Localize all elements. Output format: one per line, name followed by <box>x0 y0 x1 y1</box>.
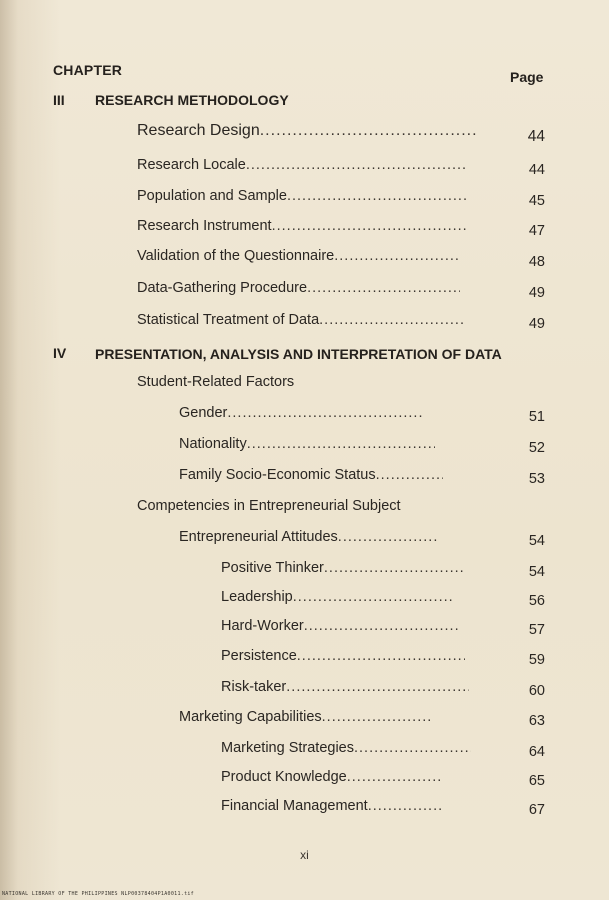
toc-page-number: 49 <box>528 316 545 332</box>
dot-leader <box>287 188 469 204</box>
dot-leader <box>247 436 435 452</box>
chapter-number: III <box>53 92 65 108</box>
toc-entry <box>221 618 459 638</box>
dot-leader <box>324 560 465 576</box>
toc-entry <box>137 188 469 208</box>
toc-entry <box>137 312 463 332</box>
dot-leader <box>246 157 465 173</box>
toc-page-number: 48 <box>528 254 545 270</box>
toc-entry <box>179 529 439 549</box>
toc-entry <box>179 709 431 729</box>
chapter-column-heading: CHAPTER <box>53 62 123 78</box>
toc-entry-label: Marketing Capabilities <box>179 709 322 725</box>
toc-page-number: 57 <box>528 622 545 638</box>
toc-entry-label: Leadership <box>221 589 293 605</box>
toc-page-number: 44 <box>528 162 545 178</box>
toc-entry-label: Positive Thinker <box>221 560 324 576</box>
toc-entry <box>221 740 471 760</box>
toc-entry <box>221 560 465 580</box>
toc-entry-label: Statistical Treatment of Data <box>137 312 320 328</box>
dot-leader <box>293 589 453 605</box>
dot-leader <box>347 769 441 785</box>
dot-leader <box>376 467 443 483</box>
toc-entry-label: Financial Management <box>221 798 368 814</box>
toc-page-number: 56 <box>528 593 545 609</box>
toc-entry-label: Gender <box>179 405 228 421</box>
toc-entry-label: Research Design <box>137 122 260 139</box>
dot-leader <box>304 618 459 634</box>
dot-leader <box>260 122 477 140</box>
dot-leader <box>227 405 423 421</box>
toc-entry <box>137 122 477 142</box>
toc-entry-label: Risk-taker <box>221 679 287 695</box>
toc-entry <box>221 679 469 699</box>
toc-page-number: 60 <box>528 683 545 699</box>
dot-leader <box>334 248 459 264</box>
chapter-number: IV <box>53 345 67 361</box>
toc-page-number: 65 <box>528 773 545 789</box>
toc-page-number: 54 <box>528 564 545 580</box>
chapter-title: PRESENTATION, ANALYSIS AND INTERPRETATION OF DATA <box>95 346 502 362</box>
toc-entry-label: Hard-Worker <box>221 618 304 634</box>
toc-page-number: 59 <box>528 652 545 668</box>
toc-page-number: 47 <box>528 223 545 239</box>
toc-section-heading: Student-Related Factors <box>137 374 295 390</box>
toc-page-number: 64 <box>528 744 545 760</box>
toc-entry-label: Product Knowledge <box>221 769 347 785</box>
toc-entry-label: Family Socio-Economic Status <box>179 467 376 483</box>
toc-entry-label: Research Locale <box>137 157 246 173</box>
toc-page-number: 67 <box>528 802 545 818</box>
dot-leader <box>307 280 460 296</box>
dot-leader <box>368 798 443 814</box>
dot-leader <box>272 218 467 234</box>
dot-leader <box>319 312 463 328</box>
toc-page-number: 54 <box>528 533 545 549</box>
page-folio: xi <box>300 848 309 862</box>
toc-entry <box>221 589 453 609</box>
dot-leader <box>297 648 465 664</box>
toc-entry-label: Nationality <box>179 436 247 452</box>
toc-page-number: 44 <box>527 128 545 145</box>
toc-entry <box>179 436 435 456</box>
toc-entry <box>137 218 467 238</box>
scan-footer-stamp: NATIONAL LIBRARY OF THE PHILIPPINES NLP00378404P1A0011.tif <box>2 891 194 897</box>
toc-entry <box>221 798 443 818</box>
toc-entry <box>137 280 460 300</box>
dot-leader <box>322 709 431 725</box>
toc-entry-label: Research Instrument <box>137 218 272 234</box>
dot-leader <box>354 740 471 756</box>
toc-entry-label: Data-Gathering Procedure <box>137 280 308 296</box>
toc-page-number: 49 <box>528 285 545 301</box>
toc-page-number: 51 <box>528 409 545 425</box>
toc-entry-label: Validation of the Questionnaire <box>137 248 335 264</box>
toc-entry <box>137 248 459 268</box>
toc-entry <box>179 405 423 425</box>
toc-page-number: 53 <box>528 471 545 487</box>
toc-entry-label: Marketing Strategies <box>221 740 354 756</box>
page-column-heading: Page <box>510 69 544 85</box>
toc-entry-label: Entrepreneurial Attitudes <box>179 529 338 545</box>
toc-entry <box>137 157 465 177</box>
dot-leader <box>338 529 439 545</box>
toc-entry <box>221 769 441 789</box>
dot-leader <box>286 679 469 695</box>
toc-section-heading: Competencies in Entrepreneurial Subject <box>137 498 401 514</box>
toc-entry <box>221 648 465 668</box>
toc-entry-label: Persistence <box>221 648 297 664</box>
toc-page-number: 63 <box>528 713 545 729</box>
toc-entry-label: Population and Sample <box>137 188 287 204</box>
toc-page-number: 45 <box>528 193 545 209</box>
toc-page-number: 52 <box>528 440 545 456</box>
chapter-title: RESEARCH METHODOLOGY <box>95 92 289 108</box>
toc-entry <box>179 467 443 487</box>
